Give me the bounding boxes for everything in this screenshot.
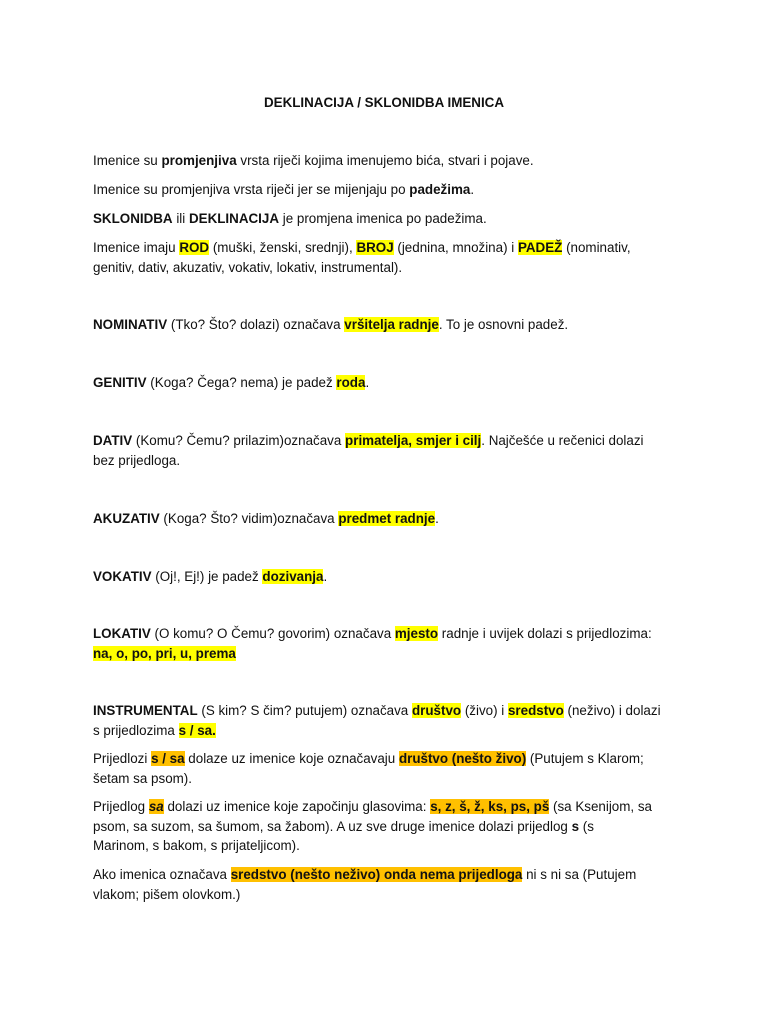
bold-text: s [571, 819, 580, 834]
text: . To je osnovni padež. [438, 317, 569, 332]
text: . Najčešće u rečenici dolazi [481, 433, 644, 448]
text: (živo) i [461, 703, 508, 718]
text: (nominativ, [562, 240, 631, 255]
case-name: LOKATIV [93, 626, 151, 641]
paragraph-ako-cont: vlakom; pišem olovkom.) [93, 887, 241, 902]
paragraph-prijedlog [93, 798, 652, 816]
highlight-orange: s / sa [151, 751, 185, 766]
paragraph-categories [93, 239, 631, 257]
text: (muški, ženski, srednji), [209, 240, 357, 255]
case-akuzativ [93, 510, 439, 528]
bold-text: padežima [409, 182, 471, 197]
text: radnje i uvijek dolazi s prijedlozima: [438, 626, 652, 641]
case-name: DATIV [93, 433, 133, 448]
case-lokativ-cont [93, 645, 236, 663]
text: (Putujem s Klarom; [526, 751, 644, 766]
highlight-broj: BROJ [356, 240, 394, 255]
text: (Tko? Što? dolazi) označava [167, 317, 345, 332]
text: s prijedlozima [93, 723, 179, 738]
case-vokativ [93, 568, 327, 586]
case-dativ [93, 432, 644, 450]
bold-text: DEKLINACIJA [188, 211, 280, 226]
highlight-prepositions: na, o, po, pri, u, prema [93, 646, 236, 661]
text: . [470, 182, 475, 197]
highlight-padez: PADEŽ [517, 240, 563, 255]
paragraph-ako [93, 866, 636, 884]
text: (s [579, 819, 594, 834]
paragraph-categories-cont: genitiv, dativ, akuzativ, vokativ, lokativ, instrumental). [93, 260, 403, 275]
highlight-orange: sredstvo (nešto neživo) onda nema prijedloga [230, 867, 523, 882]
paragraph-definition [93, 152, 534, 170]
text: Imenice su [93, 153, 162, 168]
case-name: GENITIV [93, 375, 147, 390]
text: dolaze uz imenice koje označavaju [184, 751, 399, 766]
text: (S kim? S čim? putujem) označava [197, 703, 412, 718]
text: . [323, 569, 328, 584]
text: (Oj!, Ej!) je padež [151, 569, 263, 584]
text: Imenice su promjenjiva vrsta riječi jer se mijenjaju po [93, 182, 410, 197]
bold-text: promjenjiva [161, 153, 237, 168]
highlight-rod: ROD [179, 240, 210, 255]
page-title: DEKLINACIJA / SKLONIDBA IMENICA [263, 95, 505, 110]
paragraph-change [93, 181, 474, 199]
highlight: dozivanja [262, 569, 324, 584]
text: ili [172, 211, 189, 226]
text: (neživo) i dolazi [563, 703, 661, 718]
text: ni s ni sa (Putujem [522, 867, 637, 882]
highlight: društvo [411, 703, 462, 718]
text: . [435, 511, 439, 526]
case-genitiv [93, 374, 369, 392]
case-name: NOMINATIV [93, 317, 168, 332]
highlight-orange: sa [148, 799, 164, 814]
text: (Koga? Čega? nema) je padež [146, 375, 337, 390]
bold-text: SKLONIDBA [93, 211, 173, 226]
text: (O komu? O Čemu? govorim) označava [150, 626, 395, 641]
highlight-orange: s, z, š, ž, ks, ps, pš [430, 799, 550, 814]
highlight: mjesto [394, 626, 439, 641]
case-nominativ [93, 316, 568, 334]
highlight: sredstvo [507, 703, 564, 718]
case-instrumental-cont [93, 722, 216, 740]
text: . [365, 375, 370, 390]
text: Prijedlog [93, 799, 149, 814]
case-dativ-cont: bez prijedloga. [93, 453, 181, 468]
case-instrumental [93, 702, 661, 720]
paragraph-prijedlozi-cont: šetam sa psom). [93, 771, 192, 786]
case-name: AKUZATIV [93, 511, 160, 526]
paragraph-declension [93, 210, 487, 228]
case-name: VOKATIV [93, 569, 152, 584]
text: dolazi uz imenice koje započinju glasovima: [163, 799, 431, 814]
paragraph-prijedlozi [93, 750, 644, 768]
highlight: roda [336, 375, 366, 390]
text: vrsta riječi kojima imenujemo bića, stvari i pojave. [236, 153, 534, 168]
text: Ako imenica označava [93, 867, 231, 882]
text: je promjena imenica po padežima. [279, 211, 487, 226]
text: (Komu? Čemu? prilazim)označava [132, 433, 346, 448]
case-lokativ [93, 625, 652, 643]
text: (jednina, množina) i [393, 240, 518, 255]
text: Prijedlozi [93, 751, 152, 766]
highlight: primatelja, smjer i cilj [345, 433, 482, 448]
text: psom, sa suzom, sa šumom, sa žabom). A uz sve druge imenice dolazi prijedlog [93, 819, 572, 834]
paragraph-prijedlog-cont2: Marinom, s bakom, s prijateljicom). [93, 838, 300, 853]
highlight: s / sa. [178, 723, 216, 738]
text: Imenice imaju [93, 240, 180, 255]
case-name: INSTRUMENTAL [93, 703, 198, 718]
paragraph-prijedlog-cont [93, 818, 594, 836]
highlight-orange: društvo (nešto živo) [398, 751, 527, 766]
highlight: predmet radnje [338, 511, 436, 526]
text: (sa Ksenijom, sa [549, 799, 652, 814]
text: (Koga? Što? vidim)označava [159, 511, 339, 526]
highlight: vršitelja radnje [344, 317, 439, 332]
